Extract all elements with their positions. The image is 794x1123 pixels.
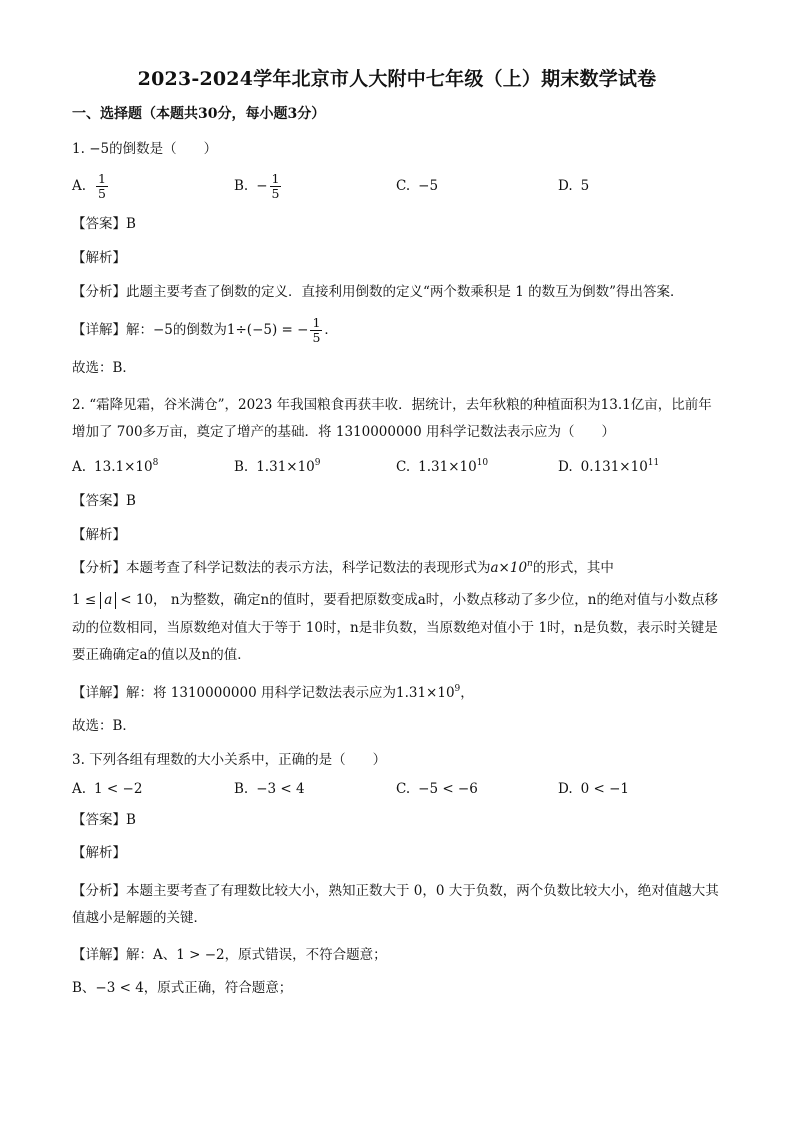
detail-end: ． (324, 321, 338, 338)
question-3-options (72, 777, 722, 803)
absolute-value: a (100, 592, 116, 610)
power-exponent: n (527, 559, 533, 570)
option-label: B. (234, 780, 249, 797)
denominator: 5 (98, 185, 106, 201)
option-d (558, 458, 720, 478)
answer-value: B (126, 493, 136, 510)
inequality-left: 1 ≤ (72, 591, 97, 608)
question-1-stem (72, 140, 722, 160)
power-base: 1.31×10 (395, 684, 455, 701)
denominator: 5 (312, 329, 321, 345)
option-label: A. (72, 780, 87, 797)
analysis-text: 本题考查了科学记数法的表示方法，科学记数法的表现形式为 (126, 560, 491, 577)
stem-text: 下列各组有理数的大小关系中，正确的是（ ） (89, 751, 387, 768)
analysis-text: n为整数，确定n的值时，要看把原数变成a时，小数点移动了多少位，n的绝对值与小数点移动的位数相同，当原数绝对值大于等于 10时，n是非负数，当原数绝对值小于 1时，n是负数，表示时关键是要正确确定a的值以及n的值． (72, 591, 718, 664)
question-2-stem (72, 392, 722, 446)
detail-line (72, 946, 722, 966)
power-base: 0.131×10 (580, 459, 648, 476)
question-2 (72, 392, 722, 737)
power-exponent: 9 (314, 458, 321, 469)
option-value: −5 < −6 (418, 780, 478, 797)
question-3 (72, 751, 722, 999)
detail-line (72, 684, 722, 704)
formula (491, 560, 533, 576)
power-base: 1.31×10 (418, 459, 477, 476)
power-base: 13.1×10 (94, 459, 153, 476)
option-b (234, 780, 396, 800)
detail-text: 解：A、1 > −2，原式错误，不符合题意； (126, 946, 387, 963)
detail-tag: 【详解】 (72, 946, 126, 963)
option-value (256, 458, 320, 478)
option-label: C. (396, 780, 411, 797)
answer-line (72, 811, 722, 831)
detail-expression: −5的倒数为1÷(−5) = − (153, 321, 309, 338)
power-exponent: 10 (476, 458, 489, 469)
option-c (396, 177, 558, 197)
option-label: A. (72, 177, 87, 194)
power-exponent: 8 (152, 458, 159, 469)
question-number: 2. (72, 397, 85, 414)
option-label: C. (396, 177, 411, 194)
power-exponent: 9 (454, 683, 461, 694)
option-b (234, 458, 396, 478)
analysis-text: 本题主要考查了有理数比较大小，熟知正数大于 0，0 大于负数，两个负数比较大小，绝对值越大其值越小是解题的关键． (72, 882, 719, 926)
detail-tag: 【详解】 (72, 684, 126, 701)
analysis-line (72, 283, 722, 303)
detail-prefix: 解：将 1310000000 用科学记数法表示应为 (126, 684, 396, 701)
minus-sign: − (256, 177, 268, 194)
fenxi-tag: 【分析】 (72, 560, 126, 577)
option-label: B. (234, 459, 249, 476)
option-a (72, 172, 234, 201)
analysis-tag: 【解析】 (72, 249, 126, 266)
choice-line: 故选：B． (72, 718, 136, 735)
inequality-right: < 10， (120, 591, 167, 608)
section-heading: 一、选择题（本题共30分，每小题3分） (72, 105, 326, 122)
choice-line: 故选：B． (72, 359, 136, 376)
numerator: 1 (98, 171, 106, 187)
option-c (396, 458, 558, 478)
detail-prefix: 解： (126, 321, 153, 338)
detail-tag: 【详解】 (72, 321, 126, 338)
question-number: 3. (72, 751, 85, 768)
option-d (558, 177, 720, 197)
option-label: C. (396, 459, 411, 476)
power-base: 1.31×10 (256, 459, 315, 476)
page-title: 2023-2024学年北京市人大附中七年级（上）期末数学试卷 (137, 68, 657, 90)
option-value (94, 458, 158, 478)
stem-text: 的倒数是（ ） (109, 140, 218, 157)
answer-tag: 【答案】 (72, 811, 126, 828)
answer-tag: 【答案】 (72, 493, 126, 510)
analysis-tag: 【解析】 (72, 526, 126, 543)
denominator: 5 (271, 185, 280, 201)
question-1 (72, 140, 722, 378)
option-value: −5 (418, 177, 439, 194)
detail-line-b: B、−3 < 4，原式正确，符合题意； (72, 980, 293, 997)
option-c (396, 780, 558, 800)
answer-line (72, 492, 722, 512)
detail-expression (396, 685, 460, 701)
option-b (234, 172, 396, 201)
power-base: a×10 (490, 560, 528, 577)
detail-line (72, 316, 722, 345)
detail-end: ， (460, 684, 474, 701)
option-a (72, 458, 234, 478)
answer-line (72, 215, 722, 235)
option-d (558, 780, 720, 800)
analysis-text: 此题主要考查了倒数的定义．直接利用倒数的定义“两个数乘积是 1 的数互为倒数”得出答案． (126, 283, 684, 300)
power-exponent: 11 (647, 458, 660, 469)
answer-tag: 【答案】 (72, 216, 126, 233)
question-1-options (72, 167, 722, 205)
option-value (581, 458, 660, 478)
numerator: 1 (271, 171, 280, 187)
fraction (310, 316, 322, 345)
option-value: 1 < −2 (94, 780, 143, 797)
option-a (72, 780, 234, 800)
option-value (418, 458, 488, 478)
option-label: B. (234, 177, 249, 194)
analysis-line (72, 878, 722, 932)
fenxi-tag: 【分析】 (72, 283, 126, 300)
option-label: D. (558, 459, 573, 476)
fraction (270, 172, 282, 201)
option-value: −3 < 4 (256, 780, 305, 797)
stem-math: −5 (89, 140, 110, 157)
answer-value: B (126, 811, 136, 828)
answer-value: B (126, 216, 136, 233)
option-label: D. (558, 780, 573, 797)
option-value: 5 (580, 177, 590, 194)
question-3-stem (72, 751, 722, 771)
question-2-options (72, 454, 722, 482)
question-number: 1. (72, 140, 85, 157)
numerator: 1 (312, 315, 321, 331)
fraction (96, 172, 108, 201)
option-label: D. (558, 177, 573, 194)
fenxi-tag: 【分析】 (72, 882, 126, 899)
stem-text: “霜降见霜，谷米满仓”，2023 年我国粮食再获丰收．据统计，去年秋粮的种植面积为13.1亿亩，比前年增加了 700多万亩，奠定了增产的基础．将 1310000000 用科学记数法表示应为（ ） (72, 397, 712, 441)
analysis-text: 的形式，其中 (532, 560, 614, 577)
analysis-continued (72, 587, 722, 670)
option-value: 0 < −1 (580, 780, 630, 797)
option-label: A. (72, 459, 87, 476)
analysis-tag: 【解析】 (72, 845, 126, 862)
analysis-line (72, 559, 722, 579)
